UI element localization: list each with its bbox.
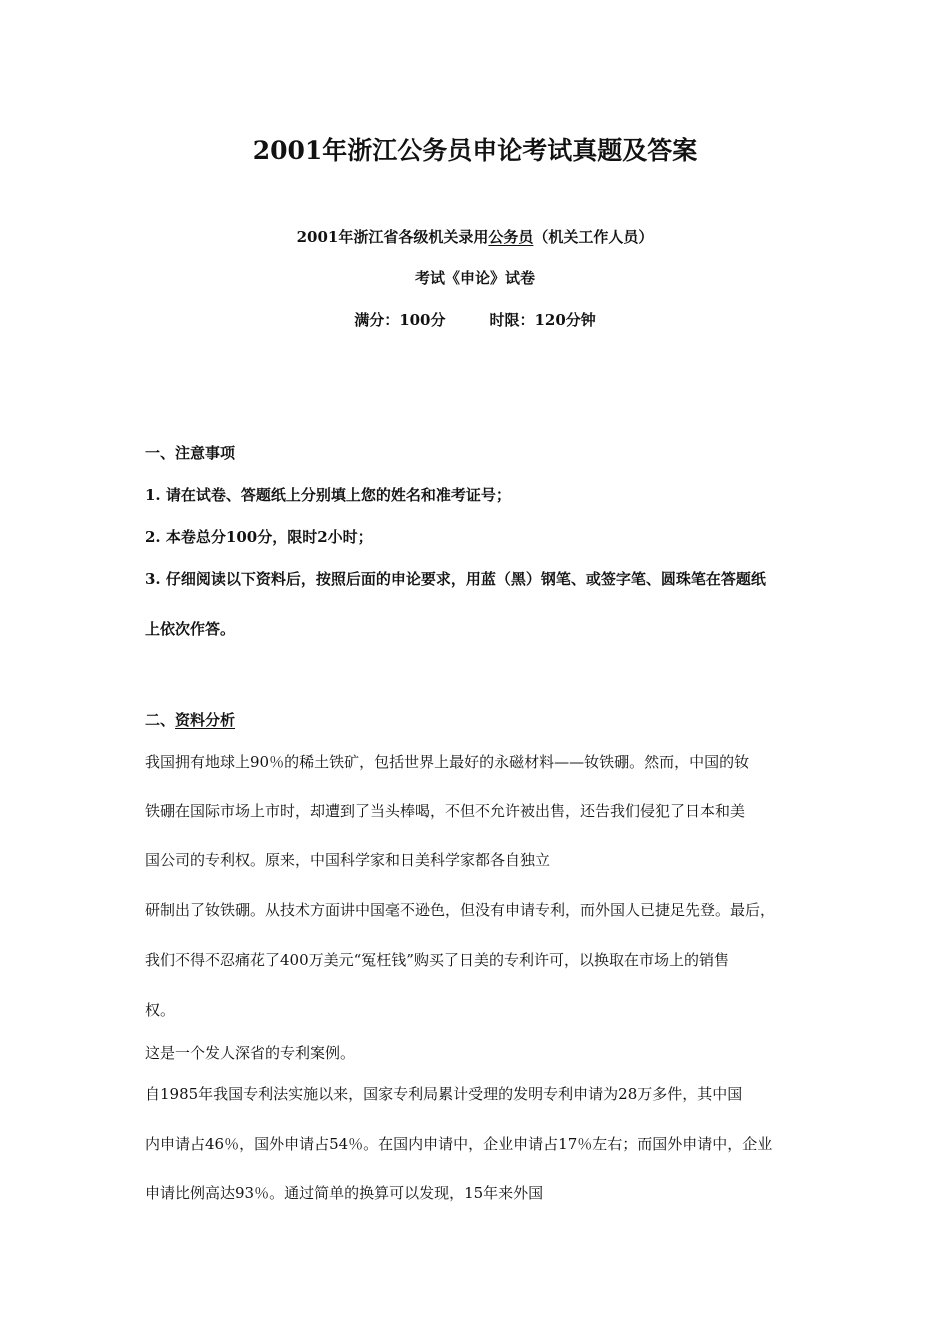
notice-item: 上依次作答。 bbox=[145, 620, 236, 638]
paragraph-line: 自1985年我国专利法实施以来，国家专利局累计受理的发明专利申请为28万多件，其中国 bbox=[145, 1085, 743, 1103]
civil-servant-link[interactable]: 公务员 bbox=[488, 228, 534, 246]
paragraph-line: 申请比例高达93％。通过简单的换算可以发现，15年来外国 bbox=[145, 1184, 544, 1202]
section-notice-heading: 一、注意事项 bbox=[145, 444, 236, 462]
exam-name: 考试《申论》试卷 bbox=[414, 269, 535, 287]
section-analysis-heading bbox=[145, 710, 235, 730]
score-time-line bbox=[0, 310, 950, 330]
section-analysis-prefix: 二、 bbox=[145, 711, 176, 729]
subtitle-post: （机关工作人员） bbox=[533, 228, 654, 246]
paragraph-line: 国公司的专利权。原来，中国科学家和日美科学家都各自独立 bbox=[145, 851, 551, 869]
notice-item: 1. 请在试卷、答题纸上分别填上您的姓名和准考证号； bbox=[145, 486, 511, 504]
paragraph-line: 我们不得不忍痛花了400万美元“冤枉钱”购买了日美的专利许可，以换取在市场上的销售 bbox=[145, 951, 729, 969]
subtitle-pre: 2001年浙江省各级机关录用 bbox=[296, 228, 489, 246]
paragraph-line: 内申请占46％，国外申请占54％。在国内申请中，企业申请占17％左右；而国外申请中，企业 bbox=[145, 1135, 773, 1153]
paragraph-line: 我国拥有地球上90％的稀土铁矿，包括世界上最好的永磁材料——钕铁硼。然而，中国的钕 bbox=[145, 753, 750, 771]
page-title: 2001年浙江公务员申论考试真题及答案 bbox=[252, 136, 698, 165]
notice-item: 2. 本卷总分100分，限时2小时； bbox=[145, 528, 373, 546]
full-score: 满分：100分 bbox=[354, 311, 446, 329]
time-limit: 时限：120分钟 bbox=[489, 311, 596, 329]
paragraph-line: 铁硼在国际市场上市时，却遭到了当头棒喝，不但不允许被出售，还告我们侵犯了日本和美 bbox=[145, 802, 746, 820]
notice-item: 3. 仔细阅读以下资料后，按照后面的申论要求，用蓝（黑）钢笔、或签字笔、圆珠笔在答题纸 bbox=[145, 570, 766, 588]
paragraph-line: 权。 bbox=[145, 1001, 176, 1019]
paragraph-line: 这是一个发人深省的专利案例。 bbox=[145, 1044, 356, 1062]
analysis-link[interactable]: 资料分析 bbox=[175, 711, 236, 729]
exam-subtitle bbox=[0, 227, 950, 247]
paragraph-line: 研制出了钕铁硼。从技术方面讲中国毫不逊色，但没有申请专利，而外国人已捷足先登。最后， bbox=[145, 901, 776, 919]
